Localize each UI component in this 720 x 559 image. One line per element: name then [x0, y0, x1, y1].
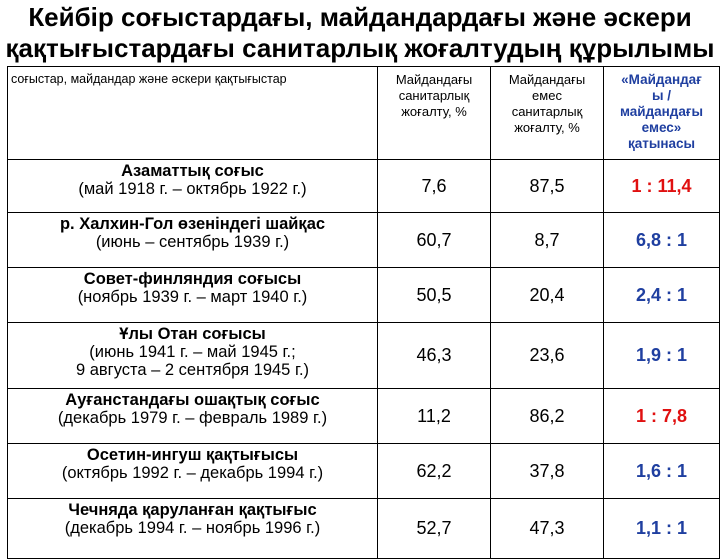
conflict-dates: (май 1918 г. – октябрь 1922 г.): [78, 180, 307, 198]
conflict-cell: [8, 499, 378, 559]
nonfront-loss-value: 37,8: [491, 444, 604, 499]
nonfront-loss-value: 87,5: [491, 160, 604, 213]
front-loss-value: 50,5: [378, 268, 491, 323]
header-line: Майдандағы: [395, 72, 473, 87]
ratio-value: 6,8 : 1: [604, 213, 720, 268]
header-conflicts: соғыстар, майдандар және әскери қақтығыстар: [8, 67, 378, 160]
conflict-dates: (декабрь 1979 г. – февраль 1989 г.): [57, 409, 328, 427]
ratio-value: 1,6 : 1: [604, 444, 720, 499]
table-row: [8, 444, 720, 499]
header-line: санитарлық: [511, 104, 583, 119]
conflict-name: р. Халхин-Гол өзеніндегі шайқас: [59, 215, 326, 233]
ratio-value: 1,9 : 1: [604, 323, 720, 389]
header-line: қатынасы: [627, 136, 696, 151]
front-loss-value: 60,7: [378, 213, 491, 268]
table-row: [8, 160, 720, 213]
table-row: [8, 213, 720, 268]
nonfront-loss-value: 23,6: [491, 323, 604, 389]
header-line: «Майдандағ: [621, 72, 702, 87]
ratio-value: 1 : 7,8: [604, 389, 720, 444]
conflict-dates: (июнь – сентябрь 1939 г.): [95, 233, 290, 251]
header-row: [8, 67, 720, 160]
nonfront-loss-value: 20,4: [491, 268, 604, 323]
conflict-cell: [8, 268, 378, 323]
conflict-cell: [8, 213, 378, 268]
conflict-dates: (декабрь 1994 г. – ноябрь 1996 г.): [64, 519, 321, 537]
title-line-1: Кейбір соғыстардағы, майдандардағы және әскери: [28, 2, 692, 32]
conflict-name: Осетин-ингуш қақтығысы: [86, 446, 299, 464]
nonfront-loss-value: 8,7: [491, 213, 604, 268]
conflict-dates: (июнь 1941 г. – май 1945 г.;: [89, 343, 296, 361]
table-row: [8, 323, 720, 389]
header-line: майдандағы: [619, 104, 704, 119]
nonfront-loss-value: 47,3: [491, 499, 604, 559]
header-line: санитарлық: [398, 88, 470, 103]
ratio-value: 1 : 11,4: [604, 160, 720, 213]
table-row: [8, 268, 720, 323]
conflict-cell: [8, 389, 378, 444]
conflict-dates: (октябрь 1992 г. – декабрь 1994 г.): [61, 464, 324, 482]
front-loss-value: 11,2: [378, 389, 491, 444]
ratio-value: 1,1 : 1: [604, 499, 720, 559]
conflict-cell: [8, 323, 378, 389]
ratio-value: 2,4 : 1: [604, 268, 720, 323]
header-nonfront-losses: [491, 67, 604, 160]
table-row: [8, 499, 720, 559]
conflict-name: Азаматтық соғыс: [121, 162, 264, 180]
front-loss-value: 62,2: [378, 444, 491, 499]
nonfront-loss-value: 86,2: [491, 389, 604, 444]
conflict-name: Ауғанстандағы ошақтық соғыс: [65, 391, 320, 409]
conflict-cell: [8, 444, 378, 499]
conflict-dates: 9 августа – 2 сентября 1945 г.): [75, 361, 310, 379]
conflict-name: Совет-финляндия соғысы: [83, 270, 302, 288]
page-title: [0, 2, 720, 64]
losses-table: [7, 66, 720, 559]
front-loss-value: 7,6: [378, 160, 491, 213]
header-line: Майдандағы: [508, 72, 586, 87]
header-line: жоғалту, %: [401, 104, 467, 119]
header-front-losses: [378, 67, 491, 160]
conflict-cell: [8, 160, 378, 213]
table-row: [8, 389, 720, 444]
header-line: емес»: [641, 120, 682, 135]
conflict-name: Чечняда қаруланған қақтығыс: [68, 501, 317, 519]
front-loss-value: 52,7: [378, 499, 491, 559]
title-line-2: қақтығыстардағы санитарлық жоғалтудың құрылымы: [5, 33, 715, 63]
conflict-name: Ұлы Отан соғысы: [119, 325, 266, 343]
header-line: емес: [532, 88, 562, 103]
header-ratio: [604, 67, 720, 160]
front-loss-value: 46,3: [378, 323, 491, 389]
conflict-dates: (ноябрь 1939 г. – март 1940 г.): [77, 288, 308, 306]
header-line: жоғалту, %: [514, 120, 580, 135]
header-line: ы /: [651, 88, 672, 103]
